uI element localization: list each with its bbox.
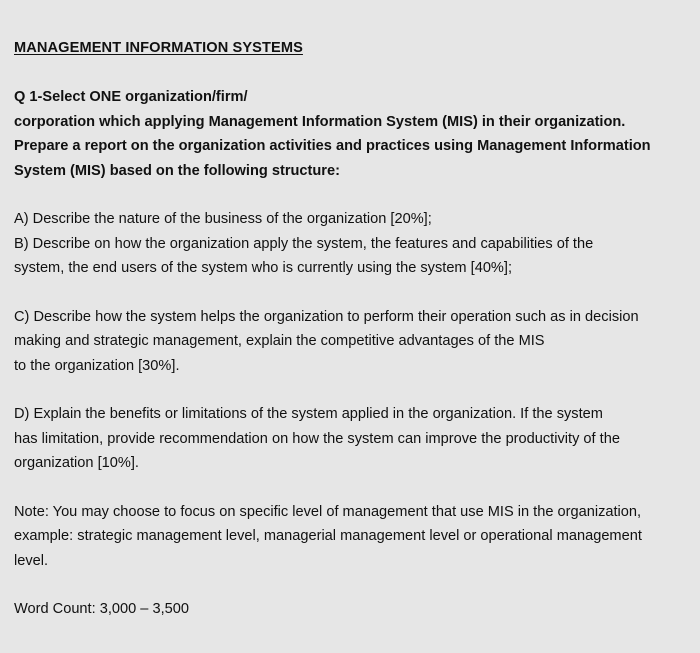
part-d-line: D) Explain the benefits or limitations of the system applied in the organization. If the system (14, 406, 603, 422)
document-page (14, 36, 692, 621)
part-d-paragraph (14, 402, 692, 476)
part-c-line: to the organization [30%]. (14, 357, 180, 374)
part-b-line: B) Describe on how the organization apply the system, the features and capabilities of the (14, 235, 594, 252)
question-line: corporation which applying Management Information System (MIS) in their organization. (14, 113, 626, 130)
note-line: Note: You may choose to focus on specific level of management that use MIS in the organization, (14, 503, 642, 520)
question-line: System (MIS) based on the following structure: (14, 162, 340, 179)
note-paragraph (14, 500, 692, 574)
note-line: level. (14, 552, 49, 569)
note-line: example: strategic management level, managerial management level or operational management (14, 528, 642, 544)
part-c-line: making and strategic management, explain the competitive advantages of the MIS (14, 333, 545, 349)
question-heading (14, 85, 692, 183)
parts-a-b-paragraph (14, 207, 692, 281)
part-a-line: A) Describe the nature of the business of the organization [20%]; (14, 211, 432, 227)
part-d-line: organization [10%]. (14, 455, 139, 471)
part-c-paragraph (14, 305, 692, 379)
part-d-line: has limitation, provide recommendation on how the system can improve the productivity of the (14, 430, 620, 447)
question-line: Prepare a report on the organization activities and practices using Management Information (14, 138, 651, 154)
part-c-line: C) Describe how the system helps the organization to perform their operation such as in decision (14, 308, 639, 325)
question-line: Q 1-Select ONE organization/firm/ (14, 89, 248, 105)
word-count: Word Count: 3,000 – 3,500 (14, 601, 189, 617)
document-title: MANAGEMENT INFORMATION SYSTEMS (14, 40, 303, 56)
part-b-line: system, the end users of the system who is currently using the system [40%]; (14, 260, 513, 276)
